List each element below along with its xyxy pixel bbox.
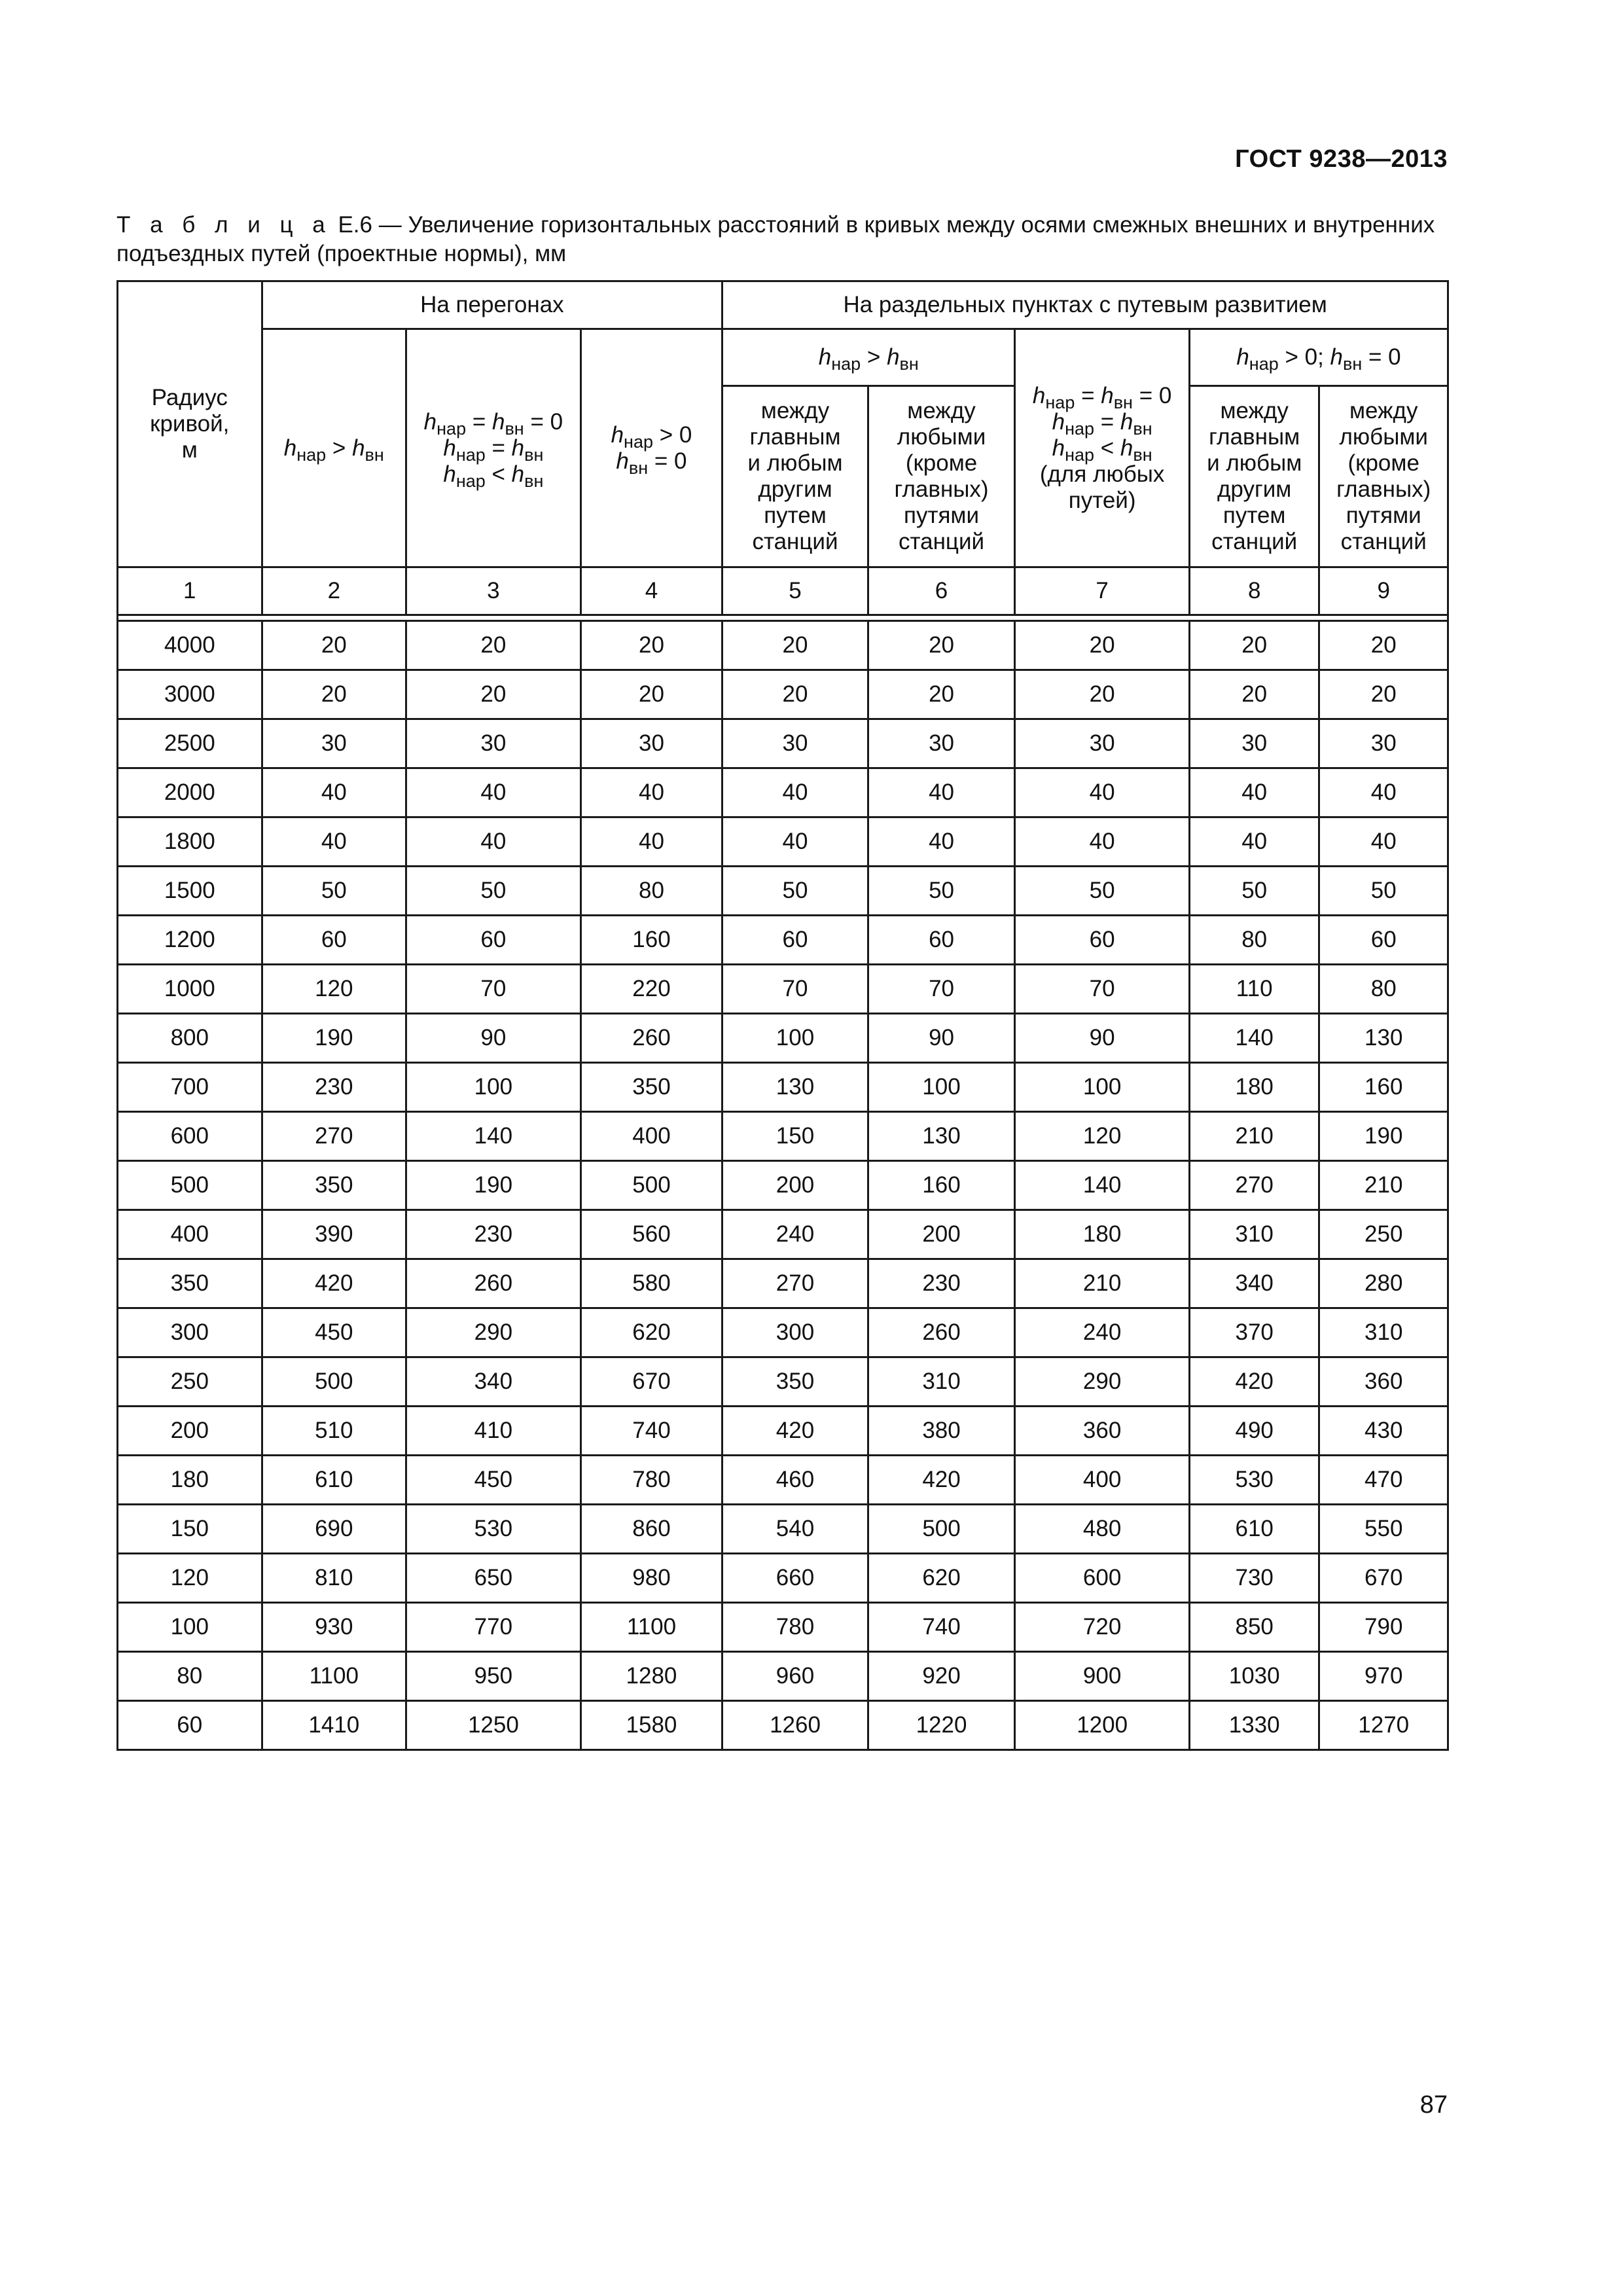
value-cell: 50 — [262, 867, 406, 916]
value-cell: 80 — [580, 867, 722, 916]
value-cell: 50 — [722, 867, 868, 916]
value-cell: 270 — [1189, 1161, 1319, 1210]
value-cell: 420 — [722, 1407, 868, 1456]
value-cell: 620 — [580, 1308, 722, 1357]
radius-cell: 2500 — [118, 719, 262, 768]
value-cell: 660 — [722, 1554, 868, 1603]
formula-line: $h_{нар} > 0$ — [611, 422, 692, 452]
table-row — [118, 965, 1448, 1014]
value-cell: 720 — [1015, 1603, 1190, 1652]
col7-note-line: (для любых — [1039, 461, 1165, 487]
value-cell: 530 — [1189, 1456, 1319, 1505]
radius-cell: 3000 — [118, 670, 262, 719]
value-cell: 20 — [406, 621, 581, 670]
value-cell: 40 — [406, 768, 581, 817]
value-cell: 1220 — [868, 1701, 1015, 1750]
table-data — [118, 621, 1448, 1750]
radius-cell: 1500 — [118, 867, 262, 916]
value-cell: 200 — [868, 1210, 1015, 1259]
value-cell: 190 — [1319, 1112, 1448, 1161]
header-gap — [118, 615, 1448, 621]
value-cell: 70 — [406, 965, 581, 1014]
value-cell: 210 — [1319, 1161, 1448, 1210]
table-row — [118, 1210, 1448, 1259]
value-cell: 410 — [406, 1407, 581, 1456]
value-cell: 240 — [722, 1210, 868, 1259]
value-cell: 260 — [406, 1259, 581, 1308]
value-cell: 180 — [1015, 1210, 1190, 1259]
col7-header — [1015, 329, 1190, 567]
table-caption — [116, 211, 1448, 268]
radius-cell: 180 — [118, 1456, 262, 1505]
value-cell: 20 — [580, 621, 722, 670]
table-row — [118, 817, 1448, 867]
value-cell: 400 — [580, 1112, 722, 1161]
group-header-stations: На раздельных пунктах с путевым развитием — [722, 281, 1448, 329]
value-cell: 120 — [1015, 1112, 1190, 1161]
value-cell: 40 — [1189, 817, 1319, 867]
value-cell: 350 — [262, 1161, 406, 1210]
value-cell: 20 — [868, 670, 1015, 719]
formula-line: $h_{нар} = h_{вн}$ — [1052, 408, 1152, 439]
value-cell: 100 — [868, 1063, 1015, 1112]
value-cell: 230 — [868, 1259, 1015, 1308]
value-cell: 1280 — [580, 1652, 722, 1701]
value-cell: 740 — [580, 1407, 722, 1456]
value-cell: 280 — [1319, 1259, 1448, 1308]
value-cell: 90 — [1015, 1014, 1190, 1063]
value-cell: 30 — [1189, 719, 1319, 768]
value-cell: 190 — [262, 1014, 406, 1063]
value-cell: 160 — [580, 916, 722, 965]
value-cell: 480 — [1015, 1505, 1190, 1554]
column-number: 8 — [1189, 567, 1319, 615]
radius-cell: 400 — [118, 1210, 262, 1259]
value-cell: 1100 — [262, 1652, 406, 1701]
value-cell: 160 — [868, 1161, 1015, 1210]
value-cell: 860 — [580, 1505, 722, 1554]
table-row — [118, 1456, 1448, 1505]
value-cell: 140 — [1189, 1014, 1319, 1063]
value-cell: 350 — [722, 1357, 868, 1407]
radius-cell: 300 — [118, 1308, 262, 1357]
value-cell: 100 — [722, 1014, 868, 1063]
value-cell: 740 — [868, 1603, 1015, 1652]
radius-cell: 350 — [118, 1259, 262, 1308]
value-cell: 500 — [868, 1505, 1015, 1554]
radius-header-line: м — [181, 437, 198, 463]
value-cell: 40 — [868, 817, 1015, 867]
table-row — [118, 670, 1448, 719]
col9-header: между любыми (кроме главных) путями станций — [1319, 386, 1448, 567]
col4-formulas — [580, 329, 722, 567]
radius-cell: 4000 — [118, 621, 262, 670]
group-header-peregon: На перегонах — [262, 281, 722, 329]
value-cell: 40 — [1319, 817, 1448, 867]
value-cell: 250 — [1319, 1210, 1448, 1259]
value-cell: 650 — [406, 1554, 581, 1603]
value-cell: 20 — [1015, 670, 1190, 719]
formula-line: $h_{нар} = h_{вн} = 0$ — [1032, 382, 1172, 412]
value-cell: 50 — [868, 867, 1015, 916]
value-cell: 80 — [1319, 965, 1448, 1014]
value-cell: 770 — [406, 1603, 581, 1652]
table-row — [118, 1161, 1448, 1210]
column-number: 5 — [722, 567, 868, 615]
radius-header-line: Радиус — [151, 385, 228, 410]
column-number: 9 — [1319, 567, 1448, 615]
radius-cell: 500 — [118, 1161, 262, 1210]
value-cell: 510 — [262, 1407, 406, 1456]
value-cell: 500 — [262, 1357, 406, 1407]
value-cell: 290 — [406, 1308, 581, 1357]
radius-cell: 1000 — [118, 965, 262, 1014]
value-cell: 70 — [868, 965, 1015, 1014]
value-cell: 420 — [1189, 1357, 1319, 1407]
radius-cell: 800 — [118, 1014, 262, 1063]
caption-text: Е.6 — Увеличение горизонтальных расстояний в кривых между осями смежных внешних и внутренних подъездных путей (проектные нормы), мм — [116, 212, 1435, 266]
value-cell: 120 — [262, 965, 406, 1014]
table-row — [118, 1603, 1448, 1652]
clearance-increase-table — [116, 280, 1449, 1751]
formula-line: $h_{нар} < h_{вн}$ — [1052, 435, 1152, 465]
subgroup-header-left: $h_{нар} > h_{вн}$ — [722, 329, 1015, 386]
value-cell: 1100 — [580, 1603, 722, 1652]
col5-header: между главным и любым другим путем станций — [722, 386, 868, 567]
value-cell: 70 — [1015, 965, 1190, 1014]
col3-formulas — [406, 329, 581, 567]
value-cell: 50 — [406, 867, 581, 916]
value-cell: 60 — [1015, 916, 1190, 965]
value-cell: 470 — [1319, 1456, 1448, 1505]
value-cell: 450 — [406, 1456, 581, 1505]
value-cell: 190 — [406, 1161, 581, 1210]
caption-prefix: Т а б л и ц а — [116, 212, 332, 238]
value-cell: 40 — [262, 768, 406, 817]
value-cell: 70 — [722, 965, 868, 1014]
table-row — [118, 719, 1448, 768]
radius-cell: 1200 — [118, 916, 262, 965]
value-cell: 620 — [868, 1554, 1015, 1603]
radius-cell: 60 — [118, 1701, 262, 1750]
table-row — [118, 1357, 1448, 1407]
value-cell: 20 — [868, 621, 1015, 670]
formula-line: $h_{нар} = h_{вн}$ — [443, 435, 544, 465]
value-cell: 20 — [262, 621, 406, 670]
value-cell: 30 — [868, 719, 1015, 768]
value-cell: 40 — [262, 817, 406, 867]
value-cell: 40 — [1319, 768, 1448, 817]
value-cell: 780 — [722, 1603, 868, 1652]
column-number: 6 — [868, 567, 1015, 615]
value-cell: 970 — [1319, 1652, 1448, 1701]
value-cell: 430 — [1319, 1407, 1448, 1456]
value-cell: 400 — [1015, 1456, 1190, 1505]
value-cell: 220 — [580, 965, 722, 1014]
value-cell: 260 — [580, 1014, 722, 1063]
table-row — [118, 916, 1448, 965]
value-cell: 310 — [1319, 1308, 1448, 1357]
value-cell: 20 — [1189, 621, 1319, 670]
radius-header — [118, 281, 262, 567]
value-cell: 210 — [1189, 1112, 1319, 1161]
value-cell: 350 — [580, 1063, 722, 1112]
value-cell: 130 — [1319, 1014, 1448, 1063]
value-cell: 370 — [1189, 1308, 1319, 1357]
value-cell: 140 — [406, 1112, 581, 1161]
formula-line: $h_{нар} < h_{вн}$ — [443, 461, 544, 491]
value-cell: 930 — [262, 1603, 406, 1652]
value-cell: 270 — [722, 1259, 868, 1308]
value-cell: 690 — [262, 1505, 406, 1554]
value-cell: 460 — [722, 1456, 868, 1505]
column-number: 7 — [1015, 567, 1190, 615]
value-cell: 40 — [1189, 768, 1319, 817]
table-row — [118, 867, 1448, 916]
value-cell: 30 — [1319, 719, 1448, 768]
value-cell: 260 — [868, 1308, 1015, 1357]
value-cell: 530 — [406, 1505, 581, 1554]
value-cell: 210 — [1015, 1259, 1190, 1308]
table-row — [118, 1554, 1448, 1603]
value-cell: 50 — [1015, 867, 1190, 916]
value-cell: 20 — [722, 670, 868, 719]
value-cell: 780 — [580, 1456, 722, 1505]
table-row — [118, 621, 1448, 670]
value-cell: 60 — [406, 916, 581, 965]
value-cell: 1330 — [1189, 1701, 1319, 1750]
value-cell: 420 — [262, 1259, 406, 1308]
column-numbers — [118, 567, 1448, 621]
radius-cell: 700 — [118, 1063, 262, 1112]
value-cell: 850 — [1189, 1603, 1319, 1652]
value-cell: 130 — [868, 1112, 1015, 1161]
col6-header: между любыми (кроме главных) путями станций — [868, 386, 1015, 567]
value-cell: 150 — [722, 1112, 868, 1161]
value-cell: 100 — [406, 1063, 581, 1112]
value-cell: 40 — [580, 768, 722, 817]
value-cell: 790 — [1319, 1603, 1448, 1652]
table-row — [118, 1259, 1448, 1308]
value-cell: 580 — [580, 1259, 722, 1308]
value-cell: 1270 — [1319, 1701, 1448, 1750]
value-cell: 230 — [406, 1210, 581, 1259]
value-cell: 40 — [868, 768, 1015, 817]
radius-cell: 150 — [118, 1505, 262, 1554]
value-cell: 240 — [1015, 1308, 1190, 1357]
value-cell: 300 — [722, 1308, 868, 1357]
column-number: 2 — [262, 567, 406, 615]
table-row — [118, 768, 1448, 817]
header-gap-row — [118, 615, 1448, 621]
table-row — [118, 1652, 1448, 1701]
radius-cell: 100 — [118, 1603, 262, 1652]
radius-cell: 600 — [118, 1112, 262, 1161]
value-cell: 540 — [722, 1505, 868, 1554]
page-number: 87 — [1419, 2091, 1448, 2119]
table-row — [118, 1407, 1448, 1456]
subgroup-header-right: $h_{нар} > 0$; $h_{вн} = 0$ — [1189, 329, 1448, 386]
value-cell: 960 — [722, 1652, 868, 1701]
col8-header: между главным и любым другим путем станций — [1189, 386, 1319, 567]
value-cell: 670 — [1319, 1554, 1448, 1603]
value-cell: 40 — [1015, 817, 1190, 867]
value-cell: 110 — [1189, 965, 1319, 1014]
value-cell: 500 — [580, 1161, 722, 1210]
value-cell: 610 — [1189, 1505, 1319, 1554]
table-row — [118, 1308, 1448, 1357]
radius-cell: 80 — [118, 1652, 262, 1701]
value-cell: 1030 — [1189, 1652, 1319, 1701]
value-cell: 950 — [406, 1652, 581, 1701]
value-cell: 50 — [1189, 867, 1319, 916]
value-cell: 40 — [722, 768, 868, 817]
formula-line: $h_{нар} = h_{вн} = 0$ — [423, 408, 563, 439]
value-cell: 310 — [868, 1357, 1015, 1407]
value-cell: 30 — [722, 719, 868, 768]
value-cell: 40 — [722, 817, 868, 867]
value-cell: 20 — [580, 670, 722, 719]
value-cell: 40 — [580, 817, 722, 867]
value-cell: 270 — [262, 1112, 406, 1161]
value-cell: 560 — [580, 1210, 722, 1259]
radius-cell: 120 — [118, 1554, 262, 1603]
value-cell: 100 — [1015, 1063, 1190, 1112]
value-cell: 360 — [1015, 1407, 1190, 1456]
table-row — [118, 1701, 1448, 1750]
value-cell: 160 — [1319, 1063, 1448, 1112]
value-cell: 20 — [722, 621, 868, 670]
value-cell: 980 — [580, 1554, 722, 1603]
value-cell: 40 — [406, 817, 581, 867]
value-cell: 30 — [1015, 719, 1190, 768]
value-cell: 20 — [406, 670, 581, 719]
value-cell: 340 — [406, 1357, 581, 1407]
radius-cell: 250 — [118, 1357, 262, 1407]
table-row — [118, 1014, 1448, 1063]
value-cell: 380 — [868, 1407, 1015, 1456]
value-cell: 1200 — [1015, 1701, 1190, 1750]
value-cell: 180 — [1189, 1063, 1319, 1112]
document-code: ГОСТ 9238—2013 — [1235, 145, 1448, 173]
col2-formula: $h_{нар} > h_{вн}$ — [262, 329, 406, 567]
value-cell: 730 — [1189, 1554, 1319, 1603]
value-cell: 290 — [1015, 1357, 1190, 1407]
value-cell: 1250 — [406, 1701, 581, 1750]
value-cell: 30 — [580, 719, 722, 768]
value-cell: 310 — [1189, 1210, 1319, 1259]
table-row — [118, 1505, 1448, 1554]
table-row — [118, 1112, 1448, 1161]
radius-header-line: кривой, — [150, 411, 230, 437]
col7-note-line: путей) — [1068, 487, 1136, 513]
formula-line: $h_{вн} = 0$ — [616, 448, 687, 478]
value-cell: 920 — [868, 1652, 1015, 1701]
value-cell: 1410 — [262, 1701, 406, 1750]
column-number: 1 — [118, 567, 262, 615]
value-cell: 80 — [1189, 916, 1319, 965]
radius-cell: 200 — [118, 1407, 262, 1456]
value-cell: 30 — [262, 719, 406, 768]
value-cell: 50 — [1319, 867, 1448, 916]
value-cell: 20 — [262, 670, 406, 719]
value-cell: 20 — [1015, 621, 1190, 670]
value-cell: 670 — [580, 1357, 722, 1407]
value-cell: 90 — [868, 1014, 1015, 1063]
value-cell: 130 — [722, 1063, 868, 1112]
value-cell: 60 — [1319, 916, 1448, 965]
value-cell: 390 — [262, 1210, 406, 1259]
value-cell: 490 — [1189, 1407, 1319, 1456]
value-cell: 1580 — [580, 1701, 722, 1750]
value-cell: 40 — [1015, 768, 1190, 817]
value-cell: 30 — [406, 719, 581, 768]
value-cell: 20 — [1319, 621, 1448, 670]
column-number: 4 — [580, 567, 722, 615]
value-cell: 60 — [262, 916, 406, 965]
value-cell: 550 — [1319, 1505, 1448, 1554]
value-cell: 610 — [262, 1456, 406, 1505]
value-cell: 360 — [1319, 1357, 1448, 1407]
value-cell: 90 — [406, 1014, 581, 1063]
value-cell: 200 — [722, 1161, 868, 1210]
radius-cell: 1800 — [118, 817, 262, 867]
value-cell: 60 — [868, 916, 1015, 965]
column-number-row — [118, 567, 1448, 615]
value-cell: 900 — [1015, 1652, 1190, 1701]
value-cell: 340 — [1189, 1259, 1319, 1308]
value-cell: 60 — [722, 916, 868, 965]
value-cell: 810 — [262, 1554, 406, 1603]
value-cell: 230 — [262, 1063, 406, 1112]
value-cell: 20 — [1189, 670, 1319, 719]
value-cell: 20 — [1319, 670, 1448, 719]
value-cell: 1260 — [722, 1701, 868, 1750]
value-cell: 140 — [1015, 1161, 1190, 1210]
column-number: 3 — [406, 567, 581, 615]
value-cell: 600 — [1015, 1554, 1190, 1603]
value-cell: 450 — [262, 1308, 406, 1357]
table-row — [118, 1063, 1448, 1112]
value-cell: 420 — [868, 1456, 1015, 1505]
radius-cell: 2000 — [118, 768, 262, 817]
